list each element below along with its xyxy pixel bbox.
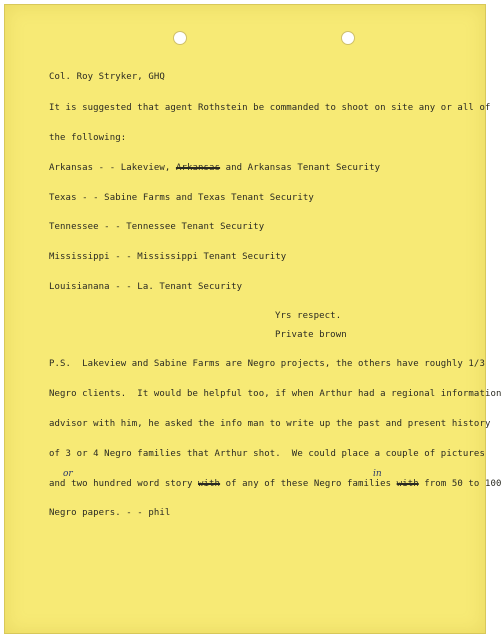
ps-line-3: advisor with him, he asked the info man to write up the past and present history	[49, 419, 491, 429]
state-text-rest: and Arkansas Tenant Security	[220, 163, 381, 173]
ps-line-1: P.S. Lakeview and Sabine Farms are Negro projects, the others have roughly 1/3	[49, 359, 485, 369]
signature: Private brown	[275, 330, 347, 340]
state-tennessee: Tennessee - - Tennessee Tenant Security	[49, 222, 265, 232]
ps-line-5-b: of any of these Negro families	[220, 479, 397, 489]
intro-line-2: the following:	[49, 133, 127, 143]
document-page	[4, 4, 502, 634]
memo-recipient: Col. Roy Stryker, GHQ	[49, 72, 165, 82]
ps-line-6: Negro papers. - - phil	[49, 508, 171, 518]
punch-hole-right	[341, 31, 355, 45]
ps-line-2: Negro clients. It would be helpful too, if when Arthur had a regional information	[49, 389, 502, 399]
ps-line-5	[49, 479, 502, 489]
punch-hole-left	[173, 31, 187, 45]
handwritten-in: in	[373, 469, 382, 479]
struck-text: with	[396, 479, 419, 489]
state-arkansas	[49, 163, 380, 173]
handwritten-or: or	[63, 469, 73, 479]
struck-text: with	[198, 479, 221, 489]
state-texas: Texas - - Sabine Farms and Texas Tenant Security	[49, 193, 314, 203]
closing: Yrs respect.	[275, 311, 342, 321]
struck-text: Arkansas	[175, 163, 221, 173]
ps-line-5-a: and two hundred word story	[49, 479, 198, 489]
state-louisiana: Louisianana - - La. Tenant Security	[49, 282, 243, 292]
ps-line-5-c: from 50 to 100	[418, 479, 502, 489]
intro-line-1: It is suggested that agent Rothstein be commanded to shoot on site any or all of	[49, 103, 491, 113]
state-text: Arkansas - - Lakeview,	[49, 163, 176, 173]
state-mississippi: Mississippi - - Mississippi Tenant Security	[49, 252, 287, 262]
ps-line-4: of 3 or 4 Negro families that Arthur shot. We could place a couple of pictures	[49, 449, 485, 459]
